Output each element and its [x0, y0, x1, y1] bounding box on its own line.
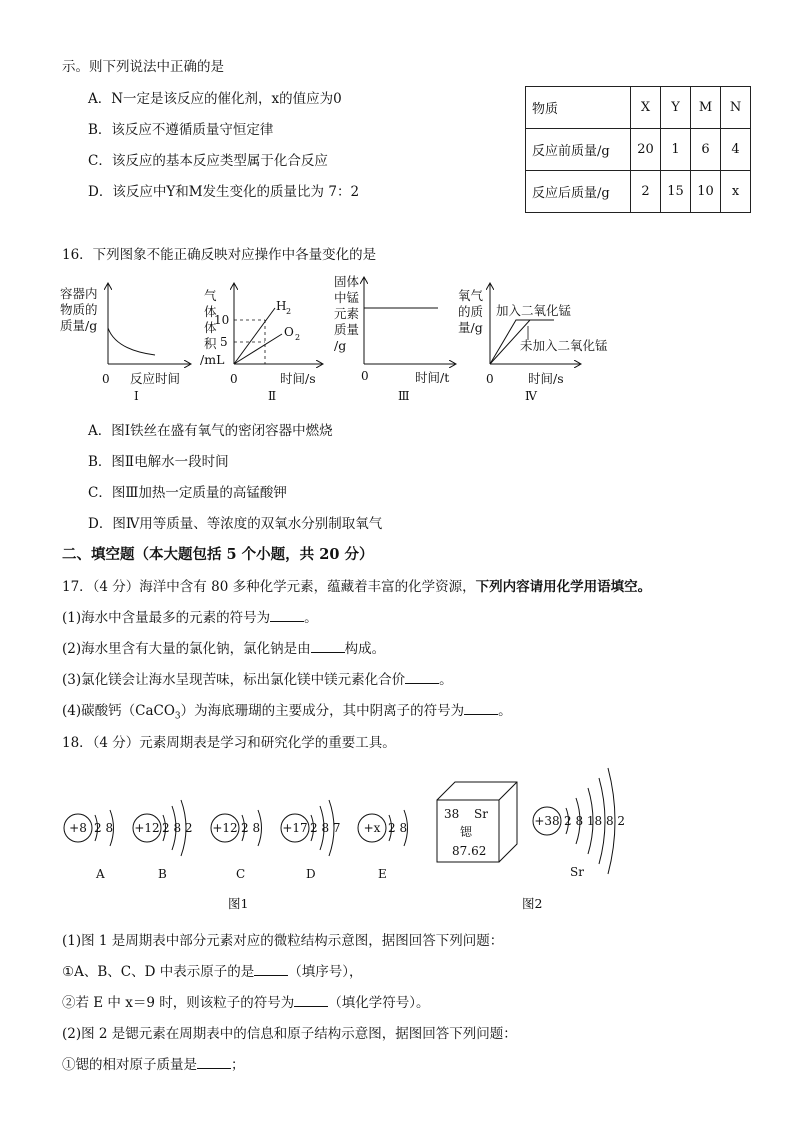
- atomic-number: 38: [444, 807, 460, 821]
- atomic-mass: 87.62: [452, 844, 487, 858]
- graph-3-xlabel: 时间/t: [415, 370, 450, 385]
- section-title: 二、填空题（本大题包括 5 个小题，共 20 分）: [62, 546, 374, 563]
- q17-part-3: [62, 668, 453, 688]
- q18-part-1-1-end: （填序号），: [288, 964, 363, 980]
- electron-shells: 2 8 2: [162, 821, 193, 835]
- atom-diagram-strontium: [533, 768, 625, 879]
- graph-1-ylabel: 容器内: [60, 286, 98, 301]
- q17-part-2-text: (2)海水里含有大量的氯化钠，氯化钠是由: [62, 641, 311, 657]
- atom-label: B: [158, 867, 167, 881]
- figure-2-caption: 图2: [522, 896, 543, 911]
- graph-2-xlabel: 时间/s: [280, 371, 316, 386]
- graph-2-ylabel: 体: [204, 320, 217, 335]
- atom-diagram-d: [281, 800, 341, 881]
- electron-shells: 2 8 7: [310, 821, 341, 835]
- graph-4-origin: 0: [486, 372, 494, 386]
- q15-option-d: D．该反应中Y和M发生变化的质量比为 7：2: [88, 184, 360, 200]
- graph-2-ylabel: 气: [204, 288, 217, 303]
- q17-part-1: [62, 606, 318, 626]
- table-cell: 反应后质量/g: [526, 171, 631, 213]
- graph-2: [200, 284, 322, 403]
- graph-3-ylabel: 质量: [334, 322, 360, 337]
- q18-part-1-1-text: ①A、B、C、D 中表示原子的是: [62, 964, 255, 980]
- table-cell: 15: [661, 171, 691, 213]
- q17-part-3-end: 。: [439, 672, 453, 688]
- q15-stem-tail: 示。则下列说法中正确的是: [62, 59, 224, 75]
- graph-4-label-noadd: 未加入二氧化锰: [520, 338, 608, 353]
- graph-2-ylabel: 积: [204, 336, 217, 351]
- element-symbol: Sr: [474, 807, 488, 821]
- answer-blank[interactable]: [405, 682, 439, 684]
- answer-blank[interactable]: [270, 620, 304, 622]
- nucleus-charge: +8: [69, 821, 87, 835]
- q16-option-a: A．图Ⅰ铁丝在盛有氧气的密闭容器中燃烧: [88, 423, 333, 439]
- atom-label: A: [96, 867, 105, 881]
- q18-part-1: (1)图 1 是周期表中部分元素对应的微粒结构示意图，据图回答下列问题：: [62, 933, 504, 949]
- atom-label: E: [378, 867, 387, 881]
- q17-part-1-text: (1)海水中含量最多的元素的符号为: [62, 610, 271, 626]
- graph-4-ylabel: 氧气: [458, 288, 484, 303]
- graph-4-xlabel: 时间/s: [528, 371, 564, 386]
- graph-3-numeral: Ⅲ: [398, 389, 410, 403]
- nucleus-charge: +12: [134, 821, 160, 835]
- answer-blank[interactable]: [294, 1005, 328, 1007]
- q17-part-4: [62, 699, 512, 722]
- atom-diagram-e: [358, 810, 408, 881]
- answer-blank[interactable]: [311, 651, 345, 653]
- q17-part-1-end: 。: [304, 610, 318, 626]
- graph-3-origin: 0: [361, 369, 369, 383]
- q18-part-1-1: [62, 960, 362, 980]
- graph-3: [334, 274, 455, 403]
- table-header-cell: 物质: [526, 87, 631, 129]
- table-header-cell: Y: [661, 87, 691, 129]
- graph-2-ylabel: /mL: [200, 352, 225, 367]
- graph-4-ylabel: 的质: [458, 304, 484, 319]
- graph-2-h2-label: H: [276, 299, 287, 313]
- q18-part-2-1-end: ；: [231, 1057, 245, 1073]
- answer-blank[interactable]: [254, 974, 288, 976]
- q18-figures: [0, 760, 794, 920]
- q16-option-d: D．图Ⅳ用等质量、等浓度的双氧水分别制取氧气: [88, 516, 383, 532]
- table-row: [526, 171, 751, 213]
- q17-stem-bold: 下列内容请用化学用语填空。: [475, 579, 652, 595]
- q18-part-2-1: [62, 1053, 245, 1073]
- answer-blank[interactable]: [197, 1067, 231, 1069]
- table-cell: 4: [721, 129, 751, 171]
- q17-part-2: [62, 637, 385, 657]
- graph-4-numeral: Ⅳ: [525, 389, 537, 403]
- q17-part-4-text2: ）为海底珊瑚的主要成分，其中阴离子的符号为: [180, 703, 465, 719]
- table-cell: 反应前质量/g: [526, 129, 631, 171]
- graph-1-ylabel: 质量/g: [60, 318, 98, 333]
- graph-4: [458, 284, 608, 403]
- q18-part-2: (2)图 2 是锶元素在周期表中的信息和原子结构示意图，据图回答下列问题：: [62, 1026, 517, 1042]
- electron-shells: 2 8: [94, 821, 114, 835]
- table-cell: 2: [631, 171, 661, 213]
- atom-diagram-c: [211, 810, 262, 881]
- graph-2-o2-line: [234, 334, 282, 364]
- q16-option-c: C．图Ⅲ加热一定质量的高锰酸钾: [88, 485, 287, 501]
- nucleus-charge: +38: [534, 814, 560, 828]
- graph-4-label-add: 加入二氧化锰: [496, 303, 572, 318]
- element-name: 锶: [460, 825, 473, 839]
- atom-diagram-b: [133, 800, 193, 881]
- q16-option-b: B．图Ⅱ电解水一段时间: [88, 454, 229, 470]
- q17-stem: [62, 575, 651, 595]
- q18-part-1-2: [62, 991, 429, 1011]
- q18-part-2-1-text: ①锶的相对原子质量是: [62, 1057, 197, 1073]
- table-cell: 20: [631, 129, 661, 171]
- atom-label: D: [306, 867, 316, 881]
- table-header-cell: M: [691, 87, 721, 129]
- periodic-cell-strontium: [437, 782, 517, 862]
- q16-graphs: [0, 270, 794, 690]
- table-header-cell: X: [631, 87, 661, 129]
- q15-option-b: B．该反应不遵循质量守恒定律: [88, 122, 274, 138]
- atom-label: C: [236, 867, 246, 881]
- table-cell: x: [721, 171, 751, 213]
- graph-1-numeral: Ⅰ: [134, 389, 139, 403]
- atom-diagram-a: [64, 810, 114, 881]
- q15-option-c: C．该反应的基本反应类型属于化合反应: [88, 153, 328, 169]
- q18-part-1-2-text: ②若 E 中 x＝9 时，则该粒子的符号为: [62, 995, 295, 1011]
- graph-1: [60, 284, 190, 403]
- graph-2-numeral: Ⅱ: [268, 389, 277, 403]
- electron-shells: 2 8 18 8 2: [564, 814, 626, 828]
- nucleus-charge: +x: [363, 821, 381, 835]
- nucleus-charge: +17: [282, 821, 308, 835]
- graph-2-origin: 0: [230, 372, 238, 386]
- graph-3-ylabel: 固体: [334, 274, 360, 289]
- graph-2-tick: 5: [220, 335, 228, 349]
- graph-2-o2-label: O: [284, 325, 294, 339]
- q17-part-4-text: (4)碳酸钙（CaCO: [62, 703, 175, 719]
- graph-1-xlabel: 反应时间: [130, 371, 181, 386]
- graph-1-curve: [108, 328, 155, 355]
- table-cell: 10: [691, 171, 721, 213]
- answer-blank[interactable]: [464, 713, 498, 715]
- graph-1-origin: 0: [102, 372, 110, 386]
- q17-part-2-end: 构成。: [344, 641, 386, 657]
- graph-4-ylabel: 量/g: [458, 320, 483, 335]
- electron-shells: 2 8: [388, 821, 408, 835]
- graph-3-ylabel: 中锰: [334, 290, 360, 305]
- table-cell: 1: [661, 129, 691, 171]
- graph-2-h2-sub: 2: [286, 307, 292, 316]
- table-cell: 6: [691, 129, 721, 171]
- q17-part-4-sub: 3: [174, 711, 181, 722]
- q17-part-3-text: (3)氯化镁会让海水呈现苦味，标出氯化镁中镁元素化合价: [62, 672, 406, 688]
- figure-1-caption: 图1: [228, 896, 249, 911]
- table-row: [526, 87, 751, 129]
- graph-2-ylabel: 体: [204, 304, 217, 319]
- graph-3-ylabel: /g: [334, 338, 347, 353]
- q16-stem: 16．下列图象不能正确反映对应操作中各量变化的是: [62, 247, 377, 263]
- graph-1-ylabel: 物质的: [60, 302, 98, 317]
- graph-3-ylabel: 元素: [334, 306, 360, 321]
- nucleus-charge: +12: [212, 821, 238, 835]
- q17-part-4-end: 。: [498, 703, 512, 719]
- q18-part-1-2-end: （填化学符号）。: [328, 995, 430, 1011]
- q17-stem-text: 17．（4 分）海洋中含有 80 多种化学元素，蕴藏着丰富的化学资源，: [62, 579, 476, 595]
- electron-shells: 2 8: [241, 821, 261, 835]
- table-row: [526, 129, 751, 171]
- atom-label: Sr: [570, 865, 584, 879]
- q15-option-a: A．N一定是该反应的催化剂，x的值应为0: [88, 91, 342, 107]
- graph-2-tick: 10: [214, 313, 230, 327]
- graph-2-h2-line: [234, 308, 275, 364]
- graph-2-o2-sub: 2: [295, 333, 301, 342]
- mass-table: [525, 86, 751, 213]
- q18-stem: 18．（4 分）元素周期表是学习和研究化学的重要工具。: [62, 735, 396, 751]
- table-header-cell: N: [721, 87, 751, 129]
